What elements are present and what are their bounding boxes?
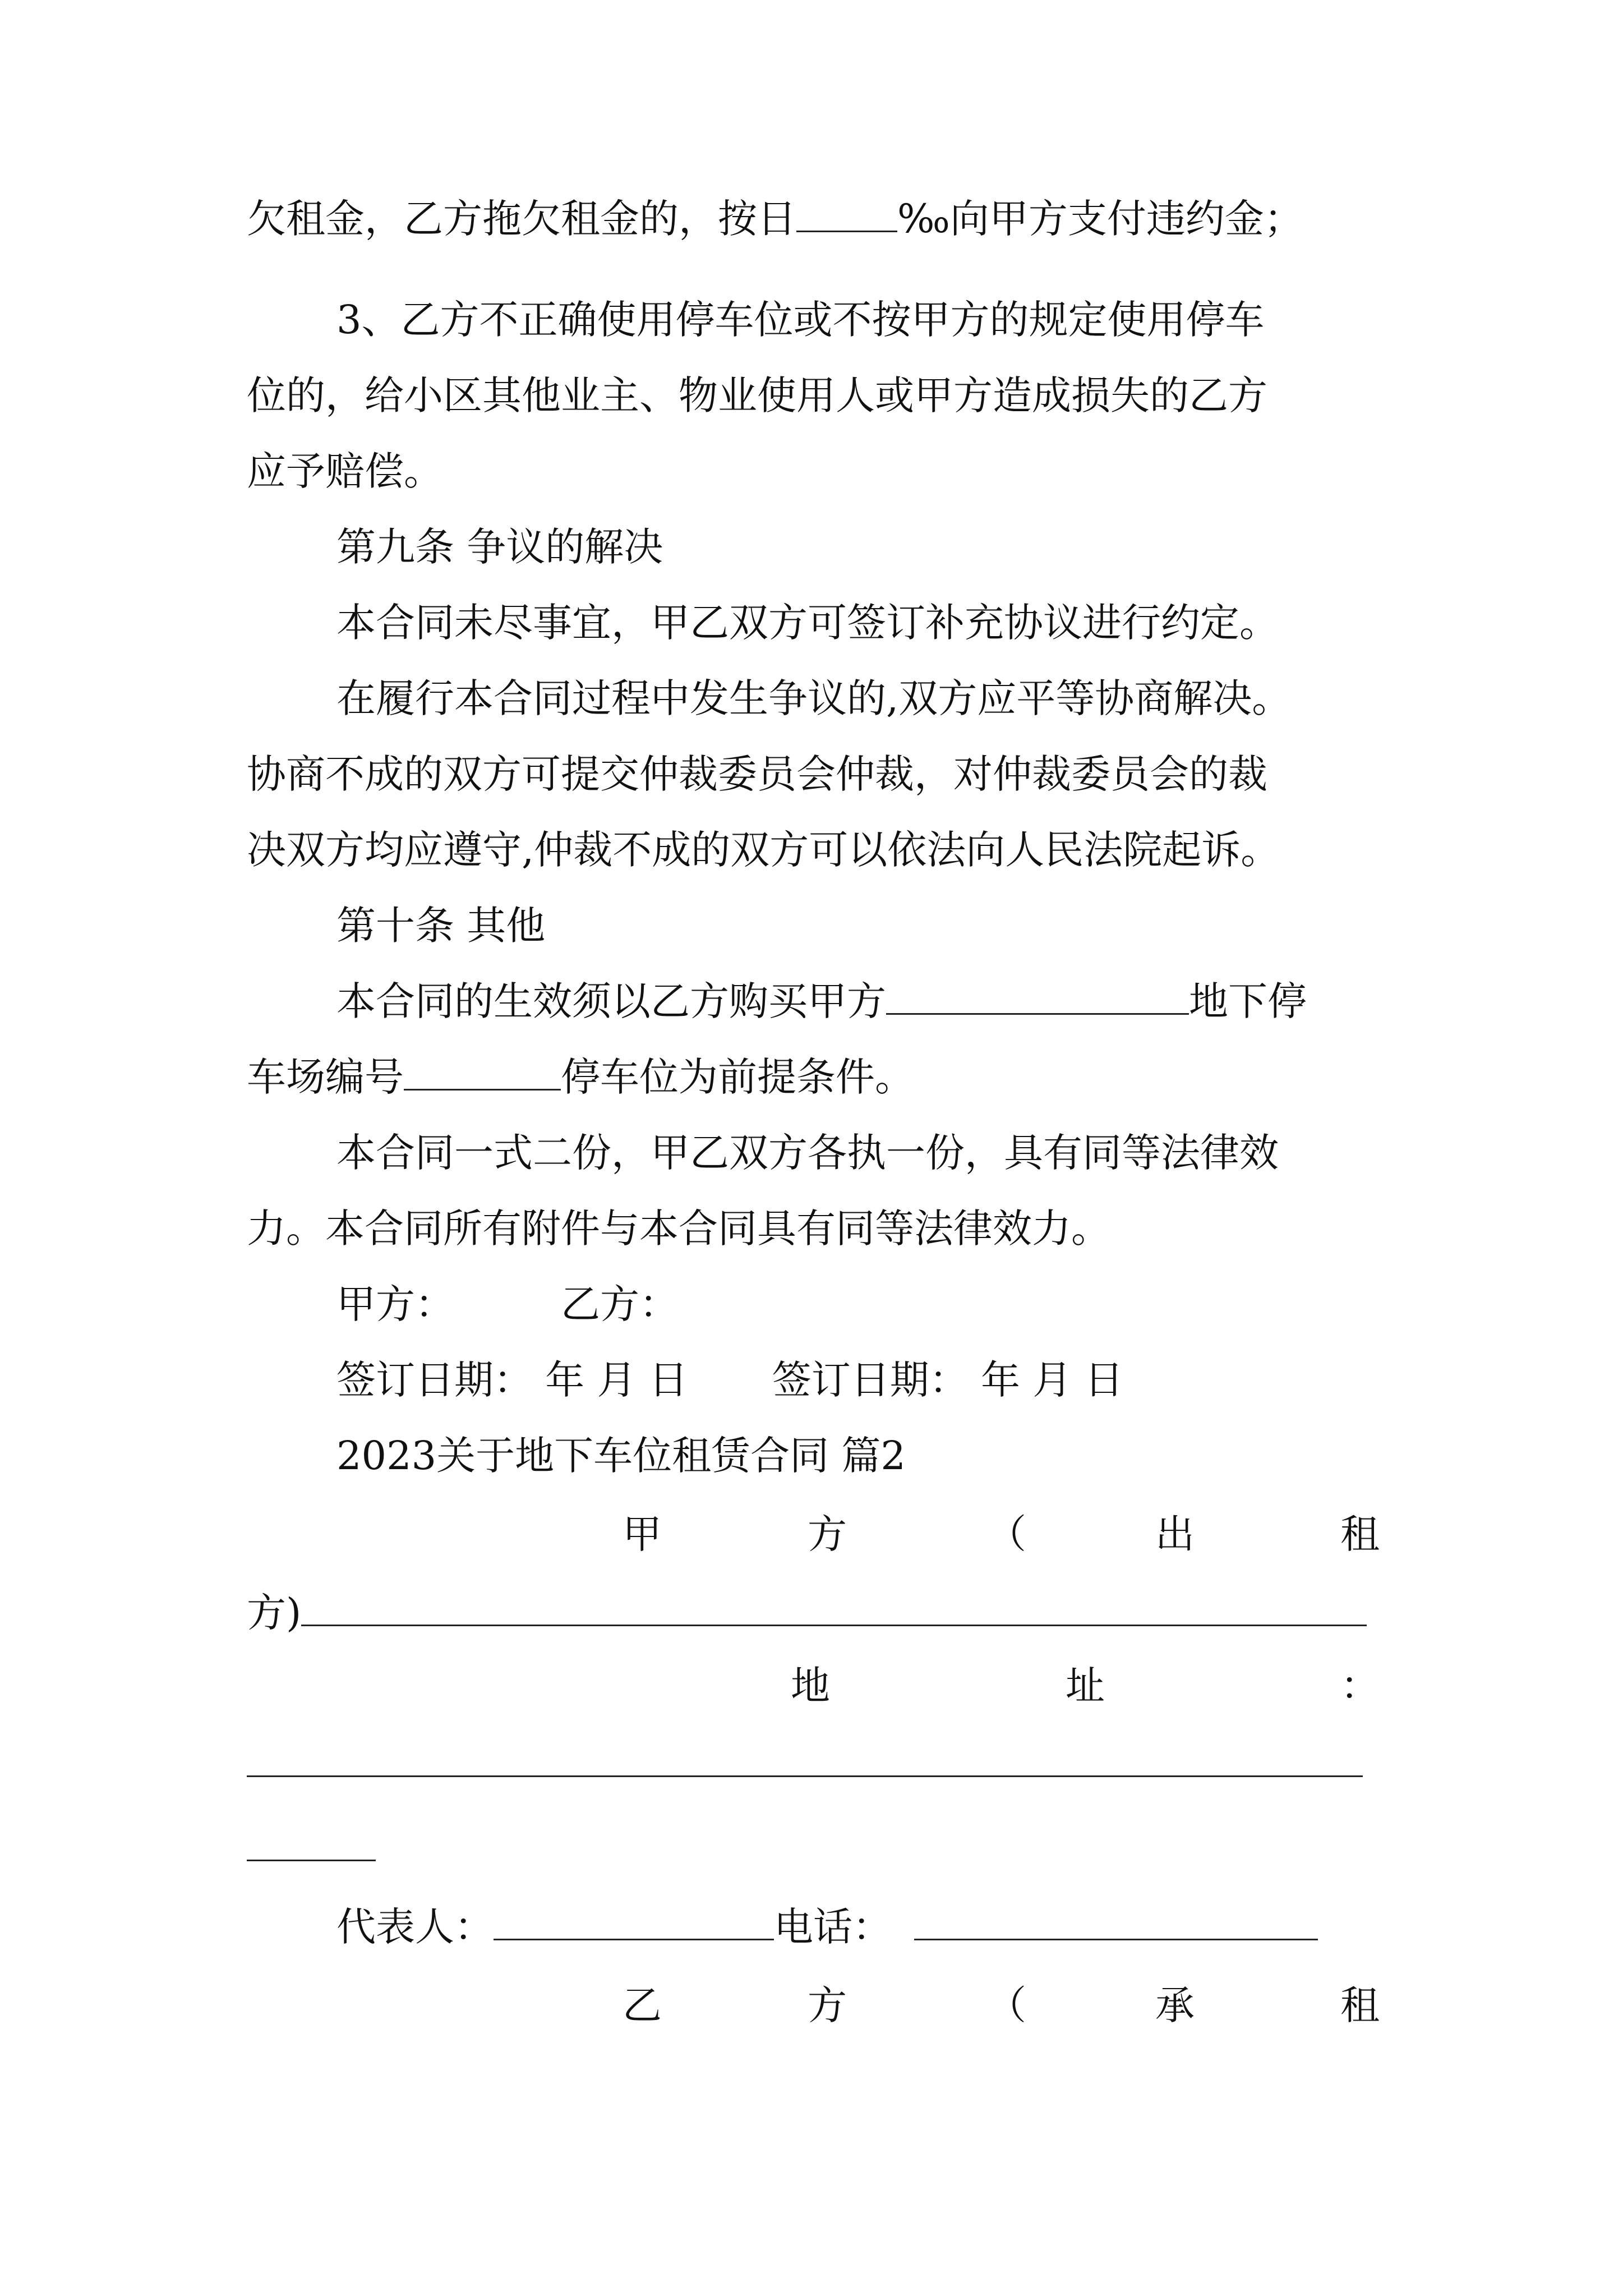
lessor-char: 方: [808, 1511, 847, 1557]
paragraph-line: 3、乙方不正确使用停车位或不按甲方的规定使用停车: [336, 297, 1265, 343]
blank-field: [914, 1902, 1318, 1940]
text: 方): [247, 1590, 302, 1636]
paragraph-line: 力。本合同所有附件与本合同具有同等法律效力。: [247, 1205, 1110, 1251]
paragraph-line: 本合同一式二份，甲乙双方各执一份，具有同等法律效: [336, 1130, 1279, 1176]
lessor-char: 甲: [623, 1511, 662, 1557]
signature-dates: [336, 1355, 1475, 1405]
lessor-char: 租: [1340, 1511, 1380, 1557]
text: 本合同的生效须以乙方购买甲方: [336, 978, 886, 1024]
date-a: 签订日期： 年 月 日: [336, 1357, 688, 1403]
contact-line: [336, 1902, 1475, 1952]
paragraph-line: [247, 194, 1385, 244]
representative-label: 代表人：: [336, 1904, 494, 1950]
phone-label: 电话：: [774, 1904, 892, 1950]
address-underline: [247, 1775, 1363, 1777]
blank-field: [494, 1902, 774, 1940]
signature-parties: [336, 1279, 1475, 1329]
text: 停车位为前提条件。: [561, 1054, 914, 1100]
text: 地下停: [1189, 978, 1307, 1024]
address-char: ：: [1340, 1663, 1380, 1709]
address-underline-short: [247, 1860, 376, 1861]
paragraph-line: [336, 976, 1475, 1027]
lessee-char: 租: [1340, 1982, 1380, 2028]
lessor-char: 出: [1155, 1511, 1195, 1557]
article-heading: 第十条 其他: [336, 903, 546, 949]
blank-field: [886, 976, 1189, 1015]
paragraph-line: 决双方均应遵守,仲裁不成的双方可以依法向人民法院起诉。: [247, 827, 1280, 873]
text: 车场编号: [247, 1054, 404, 1100]
paragraph-line: 在履行本合同过程中发生争议的,双方应平等协商解决。: [336, 675, 1292, 721]
paragraph-line: [247, 1052, 1385, 1102]
paragraph-line: 应予赔偿。: [247, 448, 443, 494]
text: 欠租金，乙方拖欠租金的，按日: [247, 196, 796, 242]
address-char: 地: [791, 1663, 830, 1709]
article-heading: 第九条 争议的解决: [336, 524, 663, 570]
blank-field: [796, 194, 897, 232]
date-b: 签订日期： 年 月 日: [772, 1357, 1124, 1403]
lessor-char: （: [987, 1511, 1026, 1557]
lessee-char: 承: [1155, 1982, 1195, 2028]
lessor-line: [247, 1588, 1385, 1638]
paragraph-line: 本合同未尽事宜，甲乙双方可签订补充协议进行约定。: [336, 600, 1279, 646]
paragraph-line: 协商不成的双方可提交仲裁委员会仲裁，对仲裁委员会的裁: [247, 751, 1267, 797]
section-heading: 2023关于地下车位租赁合同 篇2: [336, 1433, 906, 1479]
blank-field: [301, 1588, 1367, 1626]
paragraph-line: 位的，给小区其他业主、物业使用人或甲方造成损失的乙方: [247, 372, 1267, 418]
address-char: 址: [1066, 1663, 1105, 1709]
lessee-char: 乙: [623, 1982, 662, 2028]
lessee-char: （: [987, 1982, 1026, 2028]
blank-field: [404, 1052, 561, 1091]
text: ‰向甲方支付违约金；: [897, 196, 1303, 242]
party-a-label: 甲方：: [336, 1281, 454, 1327]
party-b-label: 乙方：: [561, 1281, 679, 1327]
lessee-char: 方: [808, 1982, 847, 2028]
